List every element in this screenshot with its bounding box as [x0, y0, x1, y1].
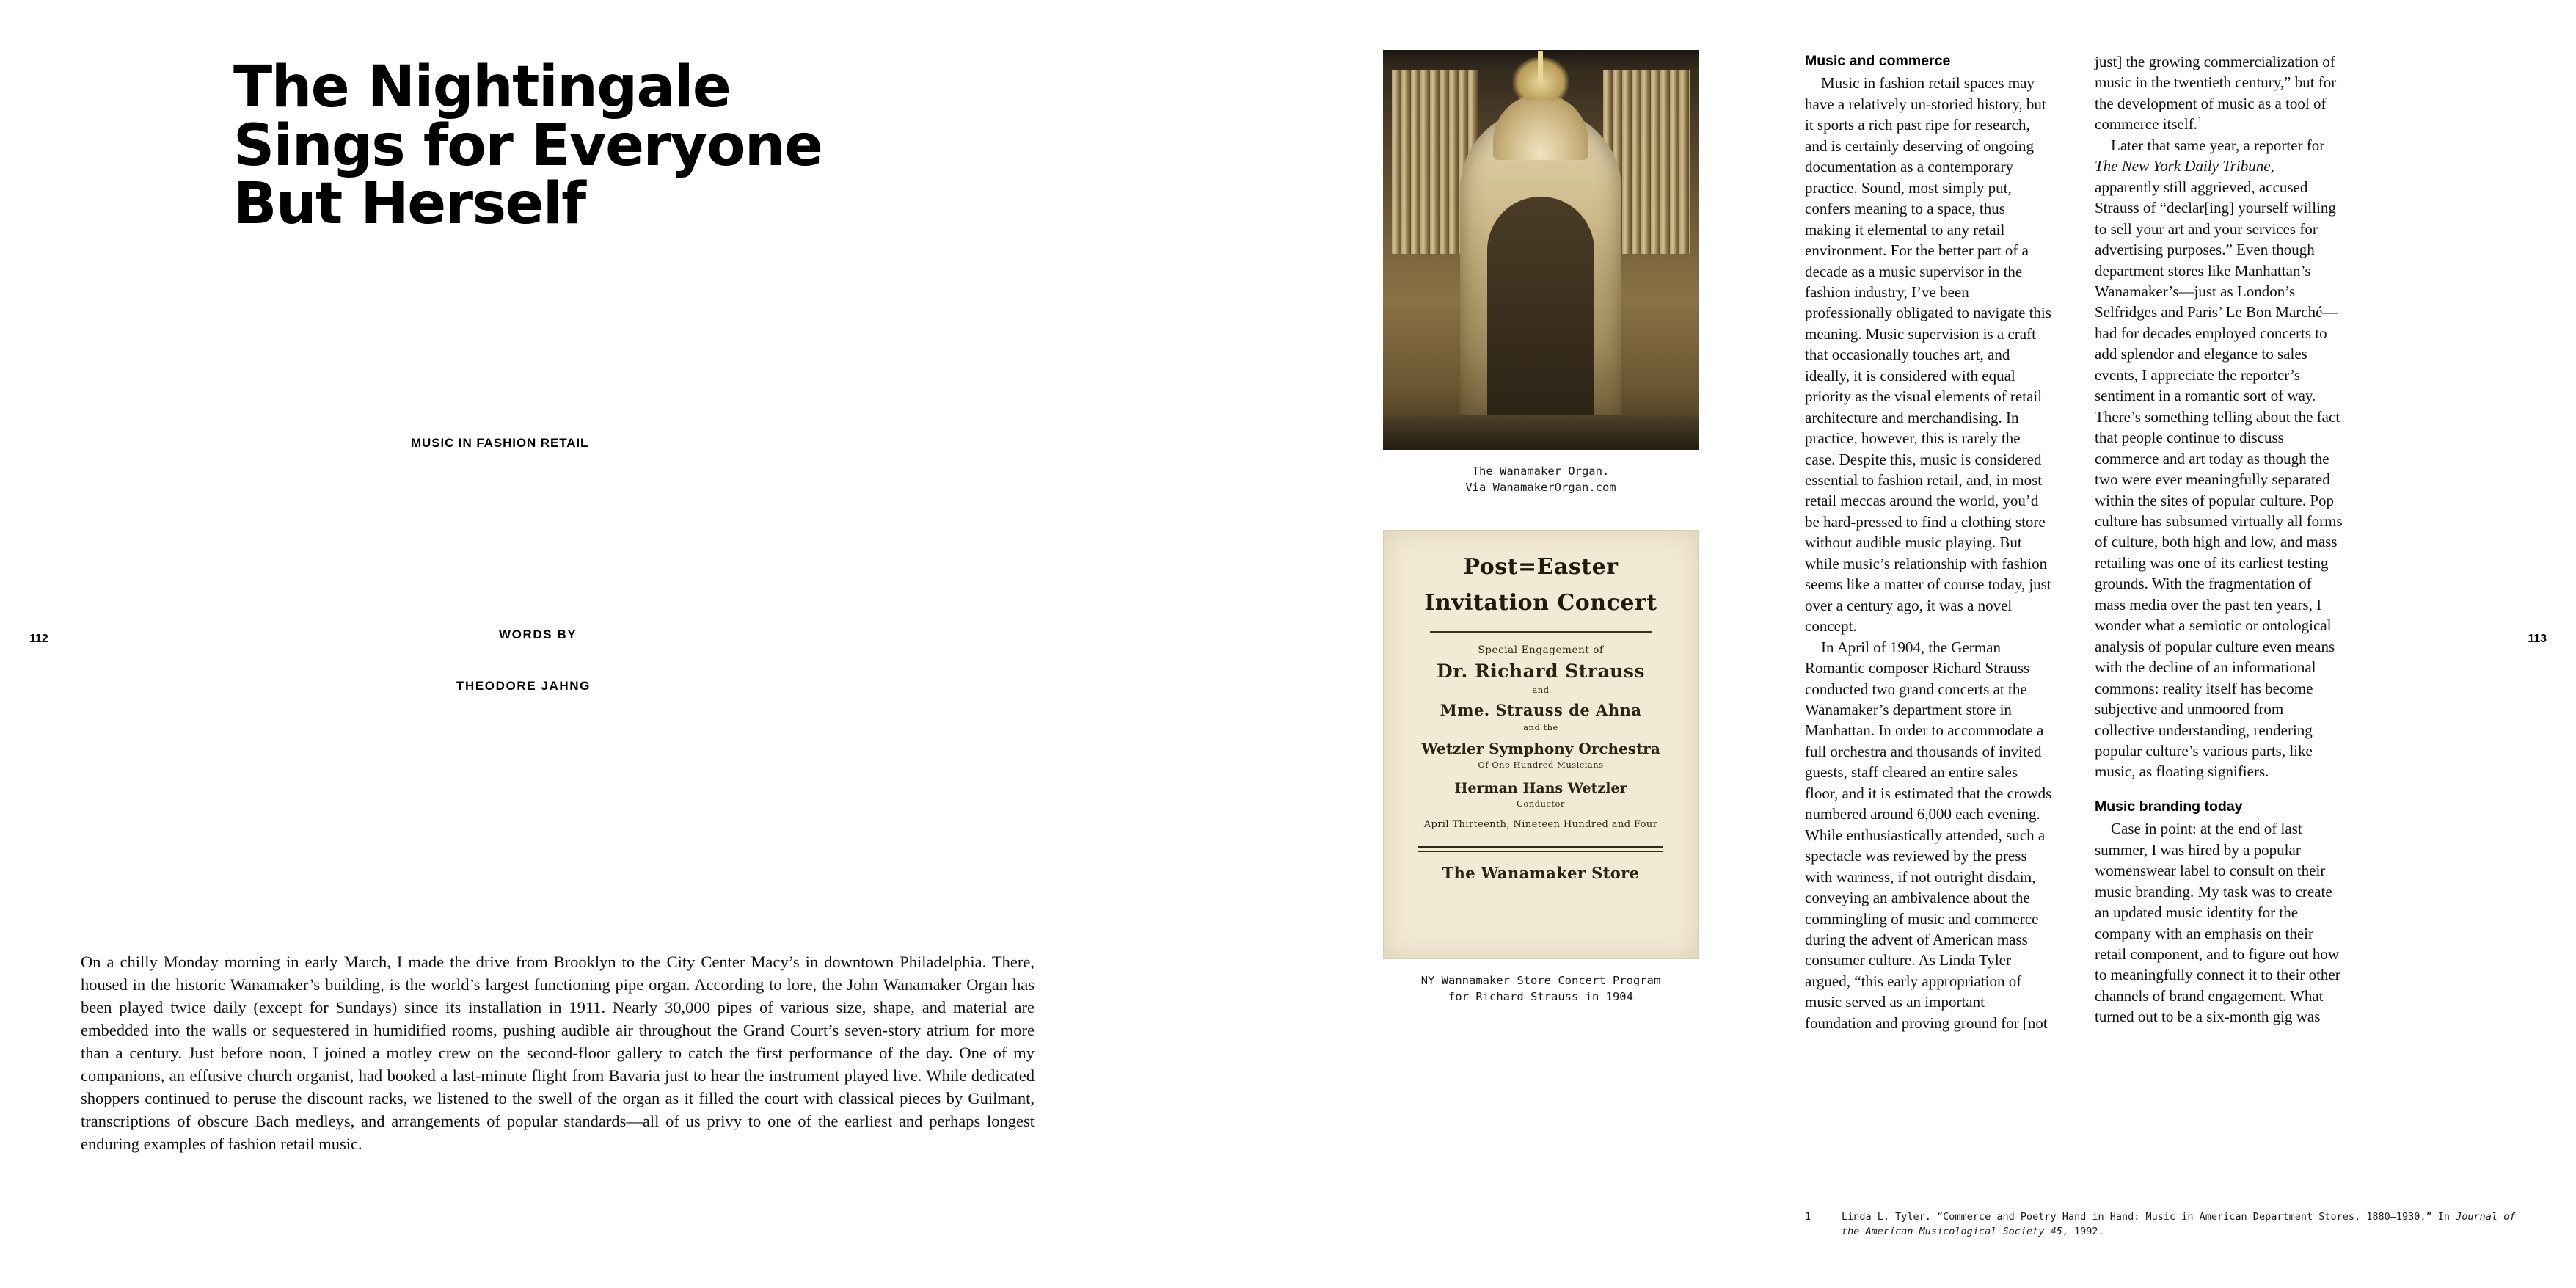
subhead-music-branding-today: Music branding today [2095, 798, 2243, 815]
body-column-1 [1805, 51, 2053, 1033]
col2-paragraph-3: Case in point: at the end of last summer, I was hired by a popular womenswear label to consult on their music branding. My task was to create an updated music identity for the company with an emphasis on their retail component, and to figure out how to meaningfully connect it to their other channels of brand engagement. What turned out to be a six-month gig was [2095, 820, 2340, 1026]
program-and-2: and the [1523, 721, 1558, 732]
program-date: April Thirteenth, Nineteen Hundred and Four [1423, 818, 1658, 830]
program-orchestra-sub: Of One Hundred Musicians [1478, 759, 1604, 770]
byline-author: THEODORE JAHNG [456, 679, 591, 693]
col2-paragraph-2-part-b: , apparently still aggrieved, accused Strauss of “declar[ing] yourself willing to sell your art and your services for advertising purposes.” Even though department stores like Manhattan’s Wanamaker’s—just as London’s Selfridges and Paris’ Le Bon Marché—had for decades employed concerts to add splendor and elegance to sales events, I appreciate the reporter’s sentiment in a romantic sort of way. There’s something telling about the fact that people continue to discuss commerce and art today as though the two were ever meaningfully separated within the sites of popular culture. Pop culture has subsumed virtually all forms of culture, both high and low, and mass retailing was one of its earliest testing grounds. With the fragmentation of mass media over the past ten years, I wonder what a semiotic or ontological analysis of popular culture even means with the decline of an informational commons: reality itself has become subjective and unmoored from collective understanding, rendering popular culture’s various parts, like music, as floating signifiers. [2095, 157, 2343, 781]
folio-left: 112 [29, 633, 48, 645]
organ-dome [1493, 94, 1588, 160]
organ-caption [1383, 463, 1699, 496]
program-conductor-label: Conductor [1517, 798, 1565, 809]
program-and-1: and [1532, 684, 1550, 695]
col2-paragraph-1 [2095, 51, 2343, 135]
footnote-text-part-b: , 1992. [2062, 1226, 2104, 1238]
program-caption-line-1: NY Wannamaker Store Concert Program [1420, 973, 1661, 987]
figure-column [1383, 50, 1699, 1005]
col1-paragraph-2: In April of 1904, the German Romantic composer Richard Strauss conducted two grand concerts at the Wanamaker’s department store in Manhattan. In order to accommodate a full orchestra and thousands of invited guests, staff cleared an entire sales floor, and it is estimated that the crowds numbered around 6,000 each evening. While enthusiastically attended, such a spectacle was reviewed by the press with wariness, if not outright disdain, conveying an ambivalence about the commingling of music and commerce during the advent of American mass consumer culture. As Linda Tyler argued, “this early appropriation of music served as an important foundation and proving ground for [not [1805, 638, 2052, 1032]
program-artist-2: Mme. Strauss de Ahna [1440, 700, 1642, 719]
col2-paragraph-2 [2095, 135, 2343, 782]
program-title-line-1: Post=Easter [1463, 553, 1619, 580]
program-artist-1: Dr. Richard Strauss [1437, 660, 1645, 682]
headline-line-2: Sings for Everyone [233, 112, 822, 179]
concert-program-image [1383, 530, 1699, 959]
col2-paragraph-2-part-a: Later that same year, a reporter for [2111, 136, 2325, 154]
figure-organ [1383, 50, 1699, 496]
headline-line-3: But Herself [233, 171, 585, 238]
organ-photo-image [1383, 50, 1699, 450]
headline-line-1: The Nightingale [233, 54, 731, 120]
program-conductor: Herman Hans Wetzler [1454, 779, 1627, 796]
footnote-text [1842, 1209, 2524, 1240]
subhead-music-and-commerce: Music and commerce [1805, 53, 1951, 69]
col2-paragraph-2-italic-title: The New York Daily Tribune [2095, 157, 2271, 175]
figure-program [1383, 530, 1699, 1005]
body-column-2 [2095, 51, 2343, 1027]
footnote-number: 1 [1805, 1211, 1811, 1223]
folio-right: 113 [2528, 633, 2547, 645]
footnote-journal-title: Journal of the American Musicological Society 45 [1842, 1211, 2516, 1238]
organ-eagle-finial [1511, 56, 1570, 100]
organ-arch-inner [1487, 197, 1594, 432]
col1-paragraph-1: Music in fashion retail spaces may have a relatively un-storied history, but it sports a rich past ripe for research, and is certainly deserving of ongoing documentation as a contemporary practice. Sound, most simply put, confers meaning to a space, thus making it elemental to any retail environment. For the better part of a decade as a music supervisor in the fashion industry, I’ve been professionally obligated to navigate this meaning. Music supervision is a craft that occasionally touches art, and ideally, it is considered with equal priority as the visual elements of retail architecture and merchandising. In practice, however, this is rarely the case. Despite this, music is considered essential to fashion retail, and, in most retail meccas around the world, you’d be hard-pressed to find a clothing store without audible music playing. But while music’s relationship with fashion seems like a matter of course today, just over a century ago, it was a novel concept. [1805, 74, 2051, 636]
footnote-reference-1: 1 [2197, 114, 2203, 126]
footnote [1805, 1209, 2524, 1240]
program-divider-bottom-thick [1418, 846, 1663, 848]
organ-caption-line-1: The Wanamaker Organ. [1472, 465, 1610, 478]
program-store-name: The Wanamaker Store [1442, 863, 1640, 882]
byline-label: WORDS BY [499, 627, 577, 641]
program-title-line-2: Invitation Concert [1424, 590, 1657, 616]
program-caption-line-2: for Richard Strauss in 1904 [1448, 990, 1633, 1004]
right-page [1288, 0, 2576, 1288]
article-kicker: MUSIC IN FASHION RETAIL [411, 436, 589, 450]
col2-paragraph-1-text: just] the growing commercialization of music in the twentieth century,” but for the development of music as a tool of commerce itself. [2095, 53, 2337, 134]
page-title [233, 54, 1011, 238]
program-divider-top [1430, 631, 1652, 633]
program-special-label: Special Engagement of [1478, 644, 1604, 656]
intro-paragraph: On a chilly Monday morning in early March, I made the drive from Brooklyn to the City Center Macy’s in downtown Philadelphia. There, housed in the historic Wanamaker’s building, is the world’s largest functioning pipe organ. According to lore, the John Wanamaker Organ has been played twice daily (except for Sundays) since its installation in 1911. Nearly 30,000 pipes of various size, shape, and material are embedded into the walls or sequestered in humidified rooms, pushing audible air throughout the Grand Court’s seven-story atrium for more than a century. Just before noon, I joined a motley crew on the second-floor gallery to catch the first performance of the day. One of my companions, an effusive church organist, had booked a last-minute flight from Bavaria just to hear the instrument played live. While dedicated shoppers continued to peruse the discount racks, we listened to the swell of the organ as it filled the court with classical pieces by Guilmant, transcriptions of obscure Bach medleys, and arrangements of popular standards—all of us privy to one of the earliest and perhaps longest enduring examples of fashion retail music. [81, 953, 1035, 1154]
program-divider-bottom-thin [1418, 851, 1663, 852]
program-caption [1383, 972, 1699, 1005]
footnote-text-part-a: Linda L. Tyler. “Commerce and Poetry Hand in Hand: Music in American Department Stores, 1880–1930.” In [1842, 1211, 2456, 1223]
organ-caption-line-2: Via WanamakerOrgan.com [1465, 481, 1616, 495]
photo-bottom-band [1383, 415, 1699, 450]
program-orchestra: Wetzler Symphony Orchestra [1421, 739, 1660, 757]
